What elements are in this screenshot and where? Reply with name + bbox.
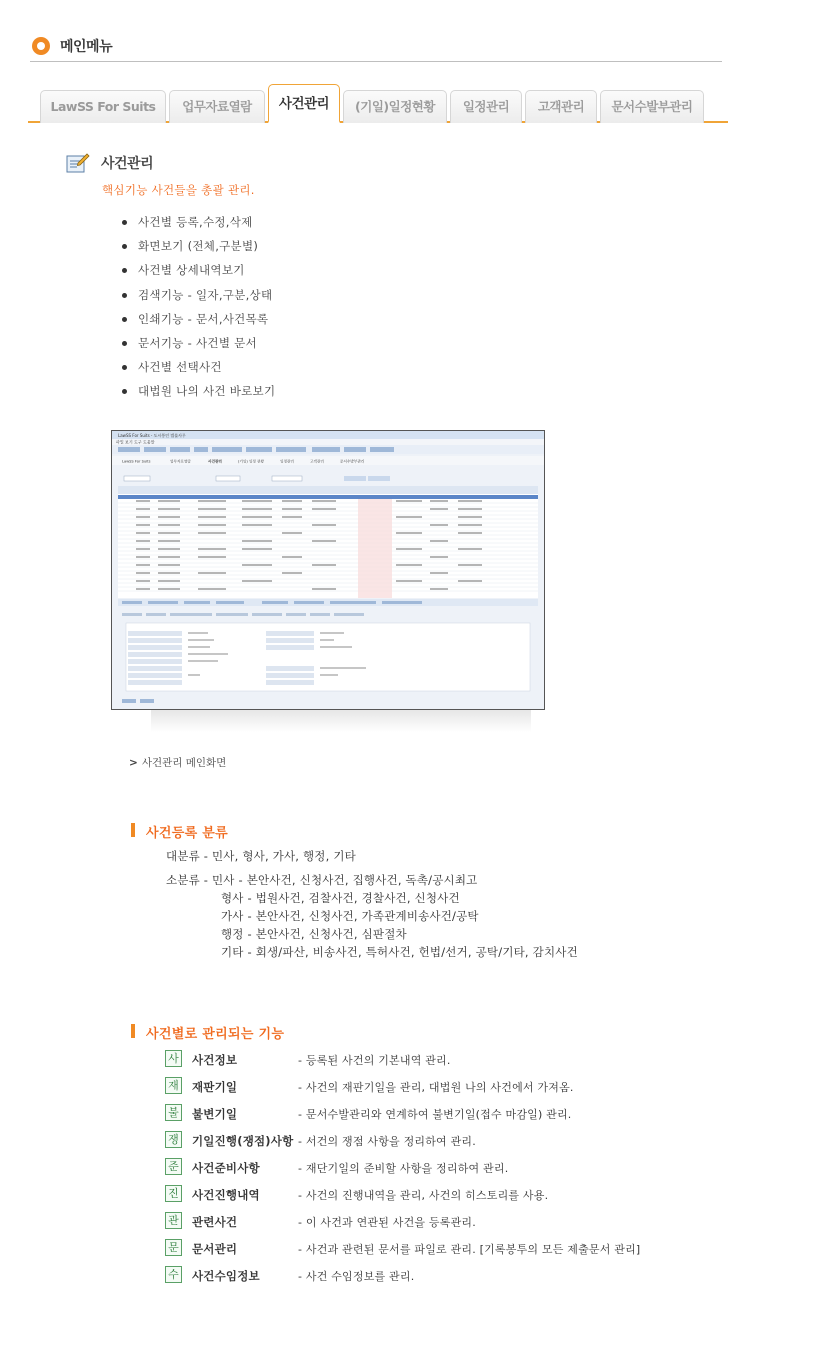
function-desc: - 사건 수임정보를 관리. xyxy=(298,1270,415,1283)
case-info-icon: 사 xyxy=(165,1050,182,1067)
functions-heading: 사건별로 관리되는 기능 xyxy=(146,1027,285,1042)
function-row xyxy=(165,1077,725,1095)
tab-work-materials[interactable]: 업무자료열람 xyxy=(169,90,265,123)
progress-icon: 진 xyxy=(165,1185,182,1202)
list-item: 사건별 선택사건 xyxy=(120,359,275,383)
function-row xyxy=(165,1239,725,1257)
screenshot-tab: LawSS For Suits xyxy=(122,459,151,464)
preparation-icon: 준 xyxy=(165,1158,182,1175)
list-item: 인쇄기능 - 문서,사건목록 xyxy=(120,311,275,335)
function-name: 사건수임정보 xyxy=(192,1269,260,1283)
page-header xyxy=(30,34,722,62)
function-desc: - 사건의 진행내역을 관리, 사건의 히스토리를 사용. xyxy=(298,1189,549,1202)
function-row xyxy=(165,1131,725,1149)
minor-category-row: 행정 - 본안사건, 신청사건, 심판절차 xyxy=(221,927,407,941)
major-category-value: 민사, 형사, 가사, 행정, 기타 xyxy=(212,849,356,863)
document-pen-icon xyxy=(66,152,90,174)
tab-date-status[interactable]: (기일)일정현황 xyxy=(343,90,447,123)
list-item: 사건별 상세내역보기 xyxy=(120,262,275,286)
function-name: 불변기일 xyxy=(192,1107,238,1121)
feature-list xyxy=(120,214,275,408)
document-icon: 문 xyxy=(165,1239,182,1256)
main-tab-bar xyxy=(28,84,728,123)
screenshot-tab: 문서수발부관리 xyxy=(340,459,365,464)
screenshot-tab: 사건관리 xyxy=(208,459,222,464)
function-name: 재판기일 xyxy=(192,1080,238,1094)
section-title: 사건관리 xyxy=(101,156,154,172)
minor-category-row: 형사 - 법원사건, 검찰사건, 경찰사건, 신청사건 xyxy=(221,891,460,905)
function-name: 문서관리 xyxy=(192,1242,238,1256)
function-row xyxy=(165,1050,725,1068)
tab-document-dispatch[interactable]: 문서수발부관리 xyxy=(600,90,704,123)
screenshot-tab: (기일) 일정 현황 xyxy=(238,459,264,464)
tab-schedule[interactable]: 일정관리 xyxy=(450,90,522,123)
function-desc: - 재단기일의 준비할 사항을 정리하여 관리. xyxy=(298,1162,509,1175)
major-category-label: 대분류 - 민사, 형사, 가사, 행정, 기타 xyxy=(166,849,356,863)
issue-icon: 쟁 xyxy=(165,1131,182,1148)
retainer-icon: 수 xyxy=(165,1266,182,1283)
function-desc: - 서건의 쟁점 사항을 정리하여 관리. xyxy=(298,1135,476,1148)
function-row xyxy=(165,1266,725,1284)
section-marker xyxy=(131,823,135,837)
list-item: 검색기능 - 일자,구분,상태 xyxy=(120,287,275,311)
classification-heading: 사건등록 분류 xyxy=(146,826,228,841)
trial-date-icon: 재 xyxy=(165,1077,182,1094)
page-title: 메인메뉴 xyxy=(60,39,113,55)
screenshot-caption-text: 사건관리 메인화면 xyxy=(141,757,227,769)
list-item: 화면보기 (전체,구분별) xyxy=(120,238,275,262)
tab-case-management[interactable]: 사건관리 xyxy=(268,84,340,123)
function-row xyxy=(165,1104,725,1122)
section-marker xyxy=(131,1024,135,1038)
function-name: 기일진행(쟁점)사항 xyxy=(192,1134,294,1148)
tab-lawss-for-suits[interactable]: LawSS For Suits xyxy=(40,90,166,123)
function-row xyxy=(165,1185,725,1203)
function-desc: - 문서수발관리와 연계하여 불변기일(접수 마감일) 관리. xyxy=(298,1108,572,1121)
app-screenshot xyxy=(111,430,545,737)
screenshot-caption: > 사건관리 메인화면 xyxy=(129,757,227,769)
circle-bullet-icon xyxy=(32,37,50,55)
list-item: 사건별 등록,수정,삭제 xyxy=(120,214,275,238)
screenshot-tab: 고객관리 xyxy=(310,459,324,464)
screenshot-app-title: LawSS For Suits - 도시풍인 법률사무 xyxy=(118,433,186,438)
screenshot-shadow xyxy=(151,710,531,732)
minor-category-row: 가사 - 본안사건, 신청사건, 가족관계비송사건/공탁 xyxy=(221,909,479,923)
fixed-date-icon: 불 xyxy=(165,1104,182,1121)
function-desc: - 사건의 재판기일을 관리, 대법원 나의 사건에서 가져옴. xyxy=(298,1081,574,1094)
screenshot-frame xyxy=(111,430,545,710)
function-name: 사건준비사항 xyxy=(192,1161,260,1175)
related-case-icon: 관 xyxy=(165,1212,182,1229)
list-item: 문서기능 - 사건별 문서 xyxy=(120,335,275,359)
screenshot-tab: 업무자료열람 xyxy=(170,459,191,464)
function-name: 관련사건 xyxy=(192,1215,238,1229)
screenshot-menu: 파일 보기 도구 도움말 xyxy=(116,439,155,445)
function-desc: - 사건과 관련된 문서를 파일로 관리. [기록봉투의 모든 제출문서 관리] xyxy=(298,1243,641,1256)
function-row xyxy=(165,1158,725,1176)
section-subtitle: 핵심기능 사건들을 총괄 관리. xyxy=(102,183,255,197)
screenshot-image xyxy=(112,431,544,709)
function-row xyxy=(165,1212,725,1230)
minor-category-label: 소분류 - 민사 - 본안사건, 신청사건, 집행사건, 독촉/공시최고 xyxy=(166,873,478,887)
function-name: 사건정보 xyxy=(192,1053,238,1067)
minor-category-row: 기타 - 회생/파산, 비송사건, 특허사건, 헌법/선거, 공탁/기타, 감치사건 xyxy=(221,945,578,959)
list-item: 대법원 나의 사건 바로보기 xyxy=(120,383,275,407)
screenshot-tab: 일정관리 xyxy=(280,459,294,464)
function-name: 사건진행내역 xyxy=(192,1188,260,1202)
tab-clients[interactable]: 고객관리 xyxy=(525,90,597,123)
function-desc: - 이 사건과 연관된 사건을 등록관리. xyxy=(298,1216,476,1229)
function-desc: - 등록된 사건의 기본내역 관리. xyxy=(298,1054,451,1067)
